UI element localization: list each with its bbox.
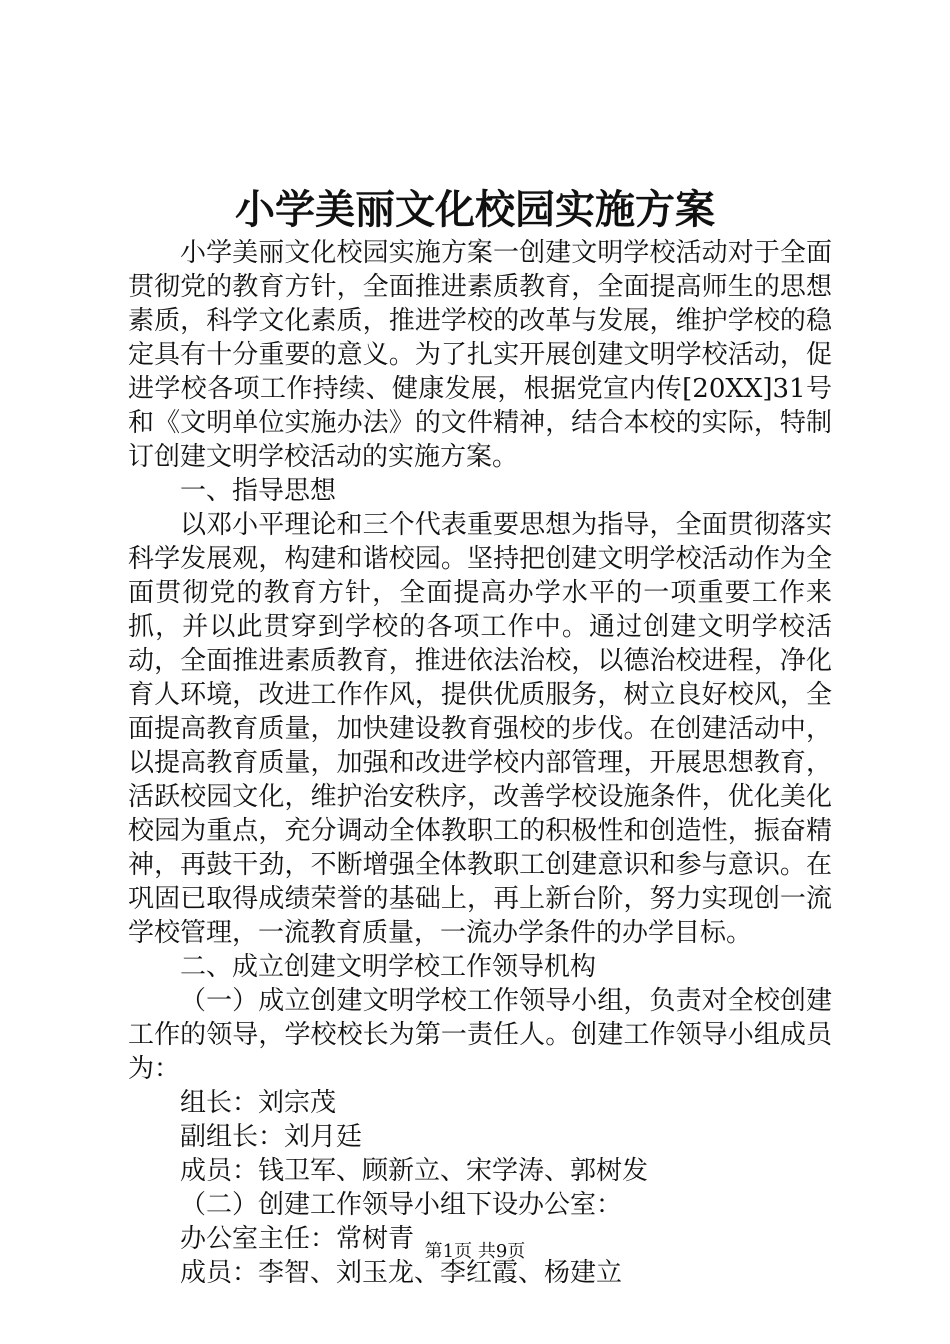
leadership-group-paragraph: （一）成立创建文明学校工作领导小组，负责对全校创建工作的领导，学校校长为第一责任人。创建工作领导小组成员为： <box>128 986 832 1084</box>
leader-line: 组长：刘宗茂 <box>180 1088 337 1118</box>
section-heading-guiding-ideology: 一、指导思想 <box>180 476 337 506</box>
office-director-line: 办公室主任：常树青 <box>180 1224 415 1254</box>
intro-paragraph: 小学美丽文化校园实施方案一创建文明学校活动对于全面贯彻党的教育方针，全面推进素质教育，全面提高师生的思想素质，科学文化素质，推进学校的改革与发展，维护学校的稳定具有十分重要的意义。为了扎实开展创建文明学校活动，促进学校各项工作持续、健康发展，根据党宣内传[20XX]31号和《文明单位实施办法》的文件精神，结合本校的实际，特制订创建文明学校活动的实施方案。 <box>128 238 832 472</box>
deputy-leader-line: 副组长：刘月廷 <box>180 1122 363 1152</box>
office-heading: （二）创建工作领导小组下设办公室： <box>180 1190 623 1220</box>
document-body <box>128 236 832 1290</box>
office-members-line: 成员：李智、刘玉龙、李红霞、杨建立 <box>180 1258 623 1288</box>
page-footer: 第1页 共9页 <box>424 1241 526 1262</box>
document-title: 小学美丽文化校园实施方案 <box>235 186 715 233</box>
members-line: 成员：钱卫军、顾新立、宋学涛、郭树发 <box>180 1156 649 1186</box>
section-heading-leadership-organization: 二、成立创建文明学校工作领导机构 <box>180 952 597 982</box>
guiding-ideology-paragraph: 以邓小平理论和三个代表重要思想为指导，全面贯彻落实科学发展观，构建和谐校园。坚持把创建文明学校活动作为全面贯彻党的教育方针，全面提高办学水平的一项重要工作来抓，并以此贯穿到学校的各项工作中。通过创建文明学校活动，全面推进素质教育，推进依法治校，以德治校进程，净化育人环境，改进工作作风，提供优质服务，树立良好校风，全面提高教育质量，加快建设教育强校的步伐。在创建活动中，以提高教育质量，加强和改进学校内部管理，开展思想教育，活跃校园文化，维护治安秩序，改善学校设施条件，优化美化校园为重点，充分调动全体教职工的积极性和创造性，振奋精神，再鼓干劲，不断增强全体教职工创建意识和参与意识。在巩固已取得成绩荣誉的基础上，再上新台阶，努力实现创一流学校管理，一流教育质量，一流办学条件的办学目标。 <box>128 510 832 948</box>
